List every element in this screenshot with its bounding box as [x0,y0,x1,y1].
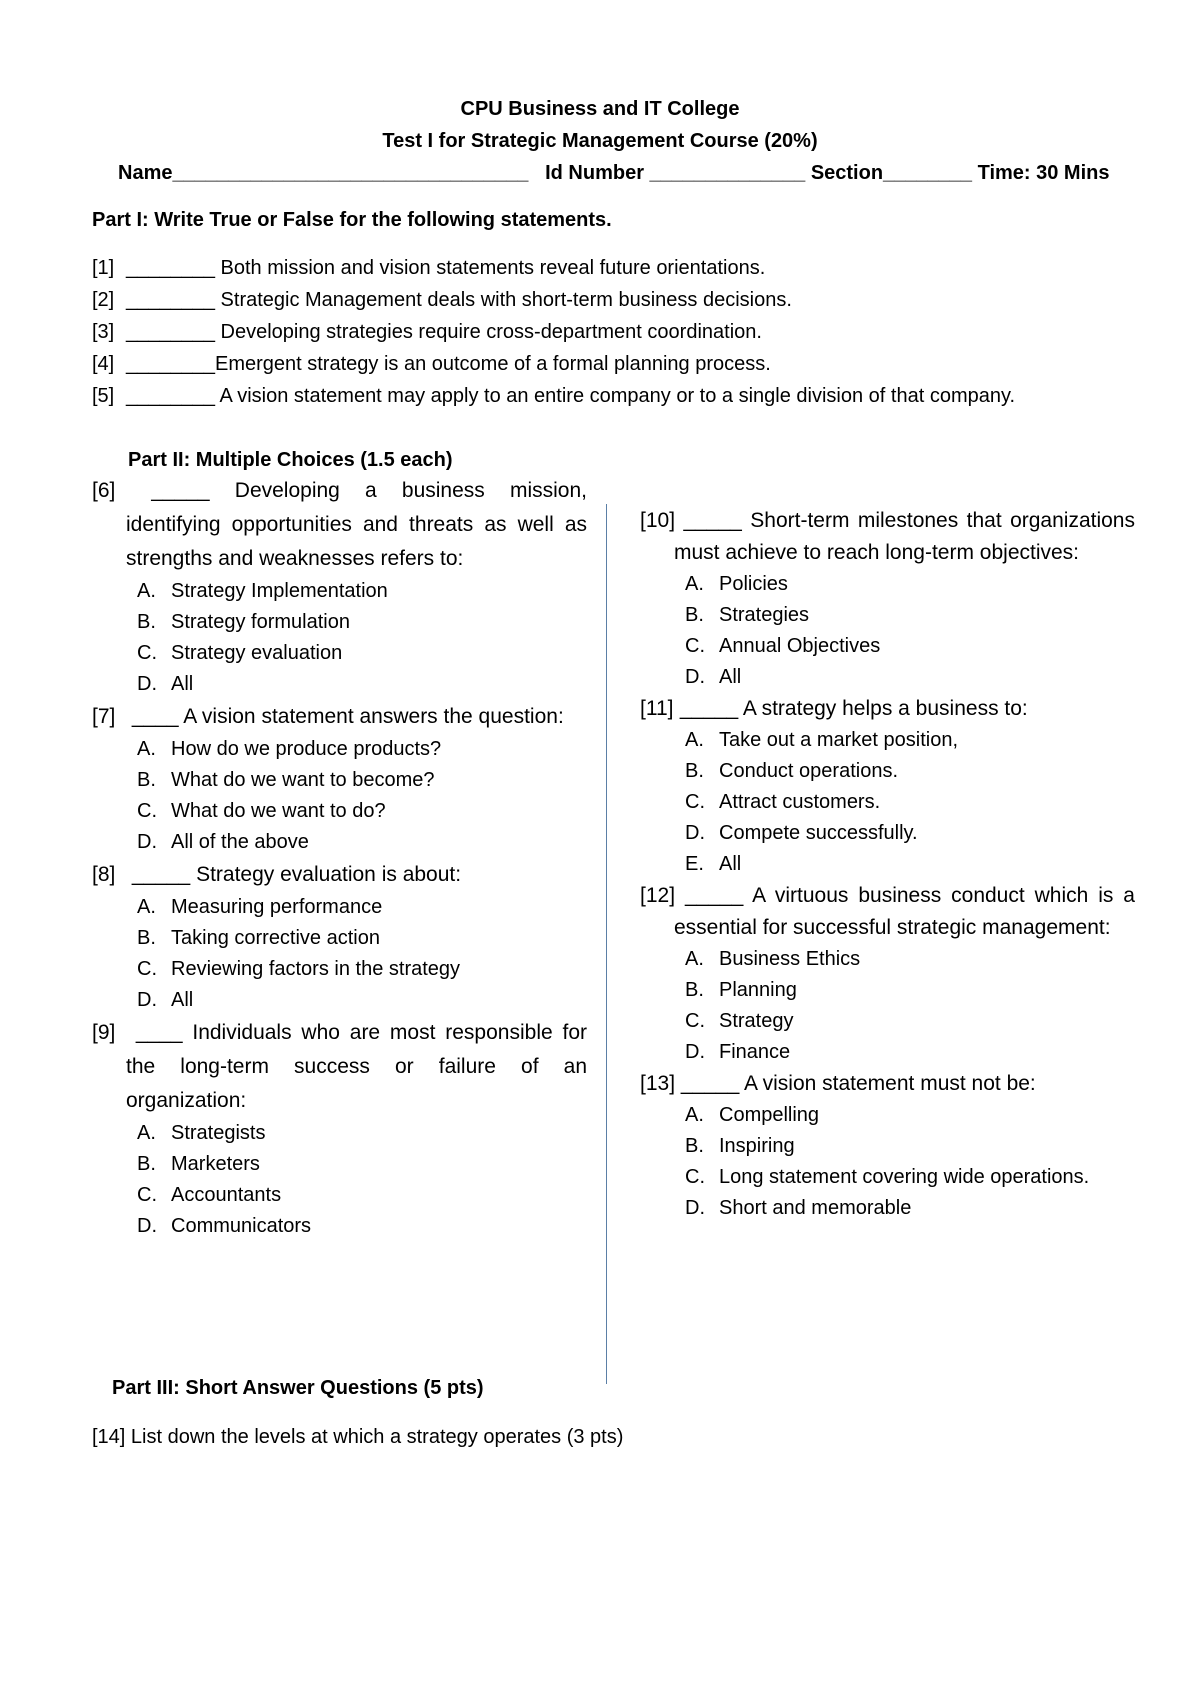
column-divider [606,504,607,1384]
mc-option [92,796,587,827]
mc-question-stem [92,474,587,576]
tf-item-number: [5] [92,385,115,407]
mc-question-number: [7] [92,705,116,728]
mc-option [640,787,1135,818]
mc-option-letter: A. [137,1122,156,1144]
mc-option-text: Conduct operations. [719,760,899,782]
mc-option-text: Strategies [719,604,810,626]
tf-item-number: [1] [92,257,115,279]
mc-option-letter: C. [685,1010,705,1032]
mc-option-text: Strategy [719,1010,794,1032]
short-answer-question: [14] List down the levels at which a strategy operates (3 pts) [92,1426,624,1448]
mc-option-letter: C. [685,1166,705,1188]
mc-question [92,1016,587,1242]
mc-option-letter: A. [137,738,156,760]
mc-options [640,725,1135,880]
mc-option-letter: A. [685,729,704,751]
mc-option [640,1162,1135,1193]
mc-option [92,734,587,765]
mc-option [640,944,1135,975]
mc-option-text: Communicators [171,1215,312,1237]
mc-option-text: Take out a market position, [719,729,959,751]
mc-option-text: Planning [719,979,797,1001]
mc-option-text: Policies [719,573,788,595]
mc-option-letter: C. [137,800,157,822]
mc-option [640,725,1135,756]
mc-option-letter: B. [137,611,156,633]
student-info-line: Name________________________________ Id Number ______________ Section________ Time: 30 Mins [118,162,1110,184]
mc-option-letter: B. [685,604,704,626]
tf-item-number: [4] [92,353,115,375]
mc-option [92,607,587,638]
mc-option-text: How do we produce products? [171,738,442,760]
mc-option-text: Inspiring [719,1135,795,1157]
mc-option-text: Short and memorable [719,1197,912,1219]
mc-option [92,923,587,954]
mc-option-text: Attract customers. [719,791,881,813]
mc-question-stem [92,700,587,734]
mc-question [640,1068,1135,1224]
mc-question-text: ____ Individuals who are most responsible for the long-term success or failure of an organization: [126,1021,587,1112]
mc-question-text: _____ A vision statement must not be: [680,1072,1036,1095]
mc-option-letter: D. [137,673,157,695]
mc-option [92,892,587,923]
mc-options [92,734,587,858]
mc-option-text: Long statement covering wide operations. [719,1166,1090,1188]
mc-question-number: [6] [92,479,116,502]
mc-option-letter: A. [137,896,156,918]
mc-option [92,765,587,796]
tf-item-text: ________ Strategic Management deals with short-term business decisions. [126,289,792,311]
mc-option-text: Annual Objectives [719,635,881,657]
tf-item-text: ________ Developing strategies require cross-department coordination. [126,321,762,343]
college-name: CPU Business and IT College [460,98,740,120]
mc-question [640,880,1135,1068]
mc-option-text: Strategy evaluation [171,642,343,664]
exam-header [0,93,1200,189]
mc-option [92,669,587,700]
mc-option [640,1037,1135,1068]
mc-option [640,662,1135,693]
mc-question-text: _____ Developing a business mission, identifying opportunities and threats as well as strengths and weaknesses refers to: [126,479,587,570]
mc-question-stem [640,1068,1135,1100]
mc-option-text: Taking corrective action [171,927,380,949]
mc-option-letter: A. [685,948,704,970]
mc-question-text: _____ A virtuous business conduct which is a essential for successful strategic management: [674,884,1135,939]
mc-option [92,985,587,1016]
mc-option-letter: D. [685,666,705,688]
mc-option-text: Strategy formulation [171,611,350,633]
mc-question [640,505,1135,693]
test-title: Test I for Strategic Management Course (20%) [382,130,818,152]
mc-option-text: Compete successfully. [719,822,918,844]
mc-question-stem [92,1016,587,1118]
mc-option-letter: E. [685,853,704,875]
mc-option [640,849,1135,880]
mc-options [640,1100,1135,1224]
mc-option-text: Reviewing factors in the strategy [171,958,461,980]
mc-option-letter: B. [137,927,156,949]
mc-options [92,1118,587,1242]
mc-option-letter: D. [685,822,705,844]
tf-item [92,380,1152,412]
tf-item-text: ________ A vision statement may apply to an entire company or to a single division of that company. [126,385,1016,407]
tf-item [92,252,1152,284]
mc-option-text: Finance [719,1041,791,1063]
mc-option-text: Business Ethics [719,948,861,970]
mc-option-text: Measuring performance [171,896,383,918]
mc-option-text: What do we want to do? [171,800,386,822]
tf-item-number: [2] [92,289,115,311]
mc-option [92,954,587,985]
mc-options [92,892,587,1016]
mc-option-text: Marketers [171,1153,260,1175]
mc-option [640,1100,1135,1131]
mc-question [92,858,587,1016]
mc-option-letter: D. [685,1041,705,1063]
mc-option-letter: A. [685,1104,704,1126]
mc-option-letter: B. [685,760,704,782]
true-false-list [92,252,1152,412]
mc-option-text: Strategy Implementation [171,580,388,602]
mc-option-letter: B. [137,1153,156,1175]
mc-option-text: All [719,666,742,688]
mc-options [640,569,1135,693]
mc-question-text: _____ Short-term milestones that organizations must achieve to reach long-term objectives: [674,509,1135,564]
mc-option-text: Accountants [171,1184,282,1206]
mc-question [92,700,587,858]
mc-question-stem [640,880,1135,944]
mc-option [640,1131,1135,1162]
mc-option-letter: C. [685,791,705,813]
mc-question-text: _____ A strategy helps a business to: [679,697,1028,720]
mc-question-stem [640,693,1135,725]
mc-option-letter: B. [137,769,156,791]
mc-option-letter: C. [137,1184,157,1206]
mc-option-text: All [171,673,194,695]
mc-option [640,1006,1135,1037]
mc-options [640,944,1135,1068]
mc-option [640,756,1135,787]
mc-option [92,1211,587,1242]
mc-option [92,827,587,858]
tf-item-text: ________Emergent strategy is an outcome of a formal planning process. [126,353,771,375]
mc-question-number: [9] [92,1021,116,1044]
mc-left-column [92,474,587,1242]
mc-option-letter: C. [137,642,157,664]
mc-question-number: [11] [640,697,674,720]
mc-options [92,576,587,700]
mc-question-number: [12] [640,884,676,907]
mc-question-stem [92,858,587,892]
mc-question [640,693,1135,880]
mc-question-text: _____ Strategy evaluation is about: [131,863,462,886]
mc-option [640,818,1135,849]
mc-question-text: ____ A vision statement answers the question: [131,705,564,728]
mc-option [640,569,1135,600]
mc-question-number: [10] [640,509,676,532]
tf-item-text: ________ Both mission and vision statements reveal future orientations. [126,257,766,279]
mc-option-text: All [719,853,742,875]
mc-option-letter: A. [685,573,704,595]
mc-option-text: What do we want to become? [171,769,435,791]
mc-option-letter: D. [137,989,157,1011]
mc-option [92,1118,587,1149]
mc-question-stem [640,505,1135,569]
mc-option-letter: D. [137,1215,157,1237]
mc-question-number: [13] [640,1072,676,1095]
mc-option [92,1149,587,1180]
part1-title: Part I: Write True or False for the following statements. [92,209,612,231]
mc-option-letter: A. [137,580,156,602]
tf-item [92,348,1152,380]
part2-title: Part II: Multiple Choices (1.5 each) [128,449,453,471]
mc-option-letter: D. [137,831,157,853]
mc-option-letter: B. [685,1135,704,1157]
mc-question-number: [8] [92,863,116,886]
mc-option-letter: C. [137,958,157,980]
mc-option [640,600,1135,631]
tf-item [92,316,1152,348]
part3-title: Part III: Short Answer Questions (5 pts) [112,1377,484,1399]
mc-option-letter: D. [685,1197,705,1219]
mc-option-text: Compelling [719,1104,820,1126]
mc-option-letter: C. [685,635,705,657]
tf-item [92,284,1152,316]
tf-item-number: [3] [92,321,115,343]
mc-option [640,1193,1135,1224]
mc-option [92,638,587,669]
mc-option [640,975,1135,1006]
mc-right-column [640,505,1135,1224]
mc-option [92,1180,587,1211]
mc-option-letter: B. [685,979,704,1001]
mc-question [92,474,587,700]
mc-option [640,631,1135,662]
mc-option [92,576,587,607]
mc-option-text: All [171,989,194,1011]
mc-option-text: All of the above [171,831,309,853]
mc-option-text: Strategists [171,1122,266,1144]
